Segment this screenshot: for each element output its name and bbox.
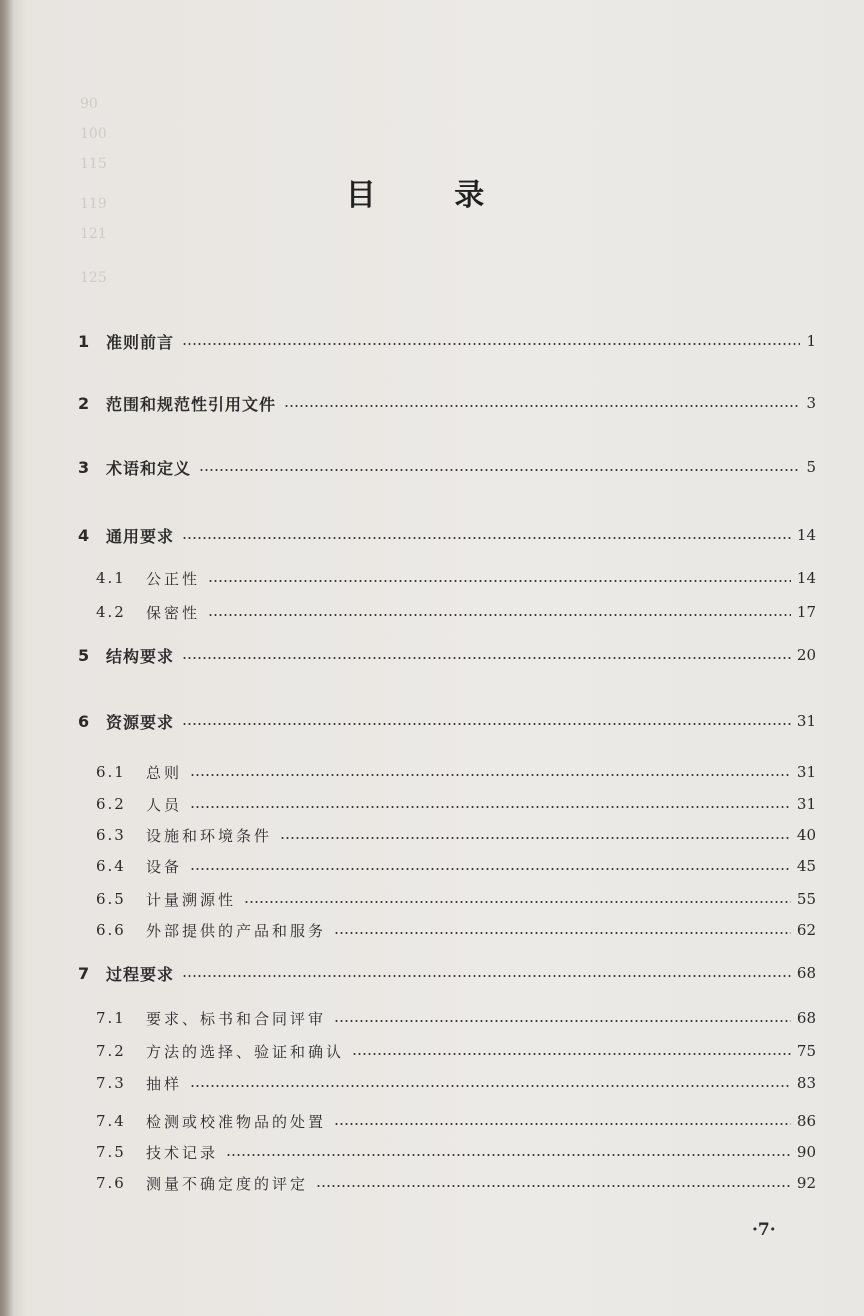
toc-entry-page: 86 (796, 1112, 816, 1130)
toc-section-row[interactable] (0, 1003, 864, 1033)
toc-entry-number: 6.1 (96, 763, 126, 781)
toc-entry-number: 7.3 (96, 1074, 126, 1092)
toc-section-row[interactable] (0, 1036, 864, 1066)
toc-leader-dots (244, 901, 791, 903)
toc-entry-number: 6.6 (96, 921, 126, 939)
toc-leader-dots (334, 932, 791, 934)
show-through-text: 119 (80, 196, 107, 212)
toc-entry-page: 45 (796, 857, 816, 875)
toc-entry-number: 7.2 (96, 1042, 126, 1060)
toc-entry-page: 92 (796, 1174, 816, 1192)
toc-entry-title: 外部提供的产品和服务 (146, 921, 327, 940)
toc-entry-title: 通用要求 (106, 526, 175, 546)
toc-entry-number: 5 (78, 645, 90, 665)
toc-leader-dots (182, 723, 791, 725)
toc-entry-page: 75 (796, 1042, 816, 1060)
toc-leader-dots (182, 537, 791, 539)
toc-entry-title: 方法的选择、验证和确认 (146, 1042, 345, 1061)
toc-chapter-row[interactable] (0, 640, 864, 670)
toc-leader-dots (182, 343, 800, 345)
toc-entry-page: 14 (796, 526, 816, 544)
toc-entry-page: 5 (806, 458, 816, 476)
toc-entry-number: 4 (78, 525, 90, 545)
toc-leader-dots (190, 868, 791, 870)
toc-chapter-row[interactable] (0, 958, 864, 988)
toc-section-row[interactable] (0, 820, 864, 850)
toc-leader-dots (284, 405, 800, 407)
toc-entry-title: 术语和定义 (106, 458, 192, 478)
toc-section-row[interactable] (0, 1137, 864, 1167)
toc-entry-title: 测量不确定度的评定 (146, 1174, 309, 1193)
toc-entry-title: 准则前言 (106, 332, 175, 352)
toc-section-row[interactable] (0, 1106, 864, 1136)
toc-entry-page: 31 (796, 712, 816, 730)
toc-entry-number: 7.6 (96, 1174, 126, 1192)
toc-entry-number: 6.4 (96, 857, 126, 875)
toc-leader-dots (280, 837, 791, 839)
toc-entry-number: 7.4 (96, 1112, 126, 1130)
toc-entry-title: 设施和环境条件 (146, 826, 273, 845)
toc-entry-number: 1 (78, 331, 90, 351)
toc-entry-number: 6 (78, 711, 90, 731)
toc-entry-page: 14 (796, 569, 816, 587)
toc-leader-dots (190, 1085, 791, 1087)
toc-section-row[interactable] (0, 915, 864, 945)
toc-entry-title: 计量溯源性 (146, 890, 237, 909)
toc-entry-title: 过程要求 (106, 964, 175, 984)
toc-entry-page: 83 (796, 1074, 816, 1092)
toc-chapter-row[interactable] (0, 388, 864, 418)
toc-entry-number: 6.5 (96, 890, 126, 908)
toc-entry-page: 90 (796, 1143, 816, 1161)
toc-entry-number: 3 (78, 457, 90, 477)
toc-section-row[interactable] (0, 1168, 864, 1198)
toc-entry-title: 人员 (146, 795, 183, 814)
toc-entry-page: 31 (796, 763, 816, 781)
toc-entry-title: 范围和规范性引用文件 (106, 394, 277, 414)
toc-section-row[interactable] (0, 597, 864, 627)
toc-entry-title: 检测或校准物品的处置 (146, 1112, 327, 1131)
show-through-text: 115 (80, 156, 107, 172)
toc-leader-dots (334, 1020, 791, 1022)
toc-entry-title: 公正性 (146, 569, 201, 588)
toc-entry-page: 55 (796, 890, 816, 908)
toc-entry-page: 31 (796, 795, 816, 813)
toc-entry-number: 7.5 (96, 1143, 126, 1161)
page-number: ·7· (752, 1220, 776, 1240)
toc-chapter-row[interactable] (0, 452, 864, 482)
toc-entry-page: 40 (796, 826, 816, 844)
toc-leader-dots (334, 1123, 791, 1125)
toc-entry-page: 17 (796, 603, 816, 621)
toc-leader-dots (226, 1154, 791, 1156)
toc-entry-title: 设备 (146, 857, 183, 876)
toc-entry-page: 20 (796, 646, 816, 664)
toc-leader-dots (190, 806, 791, 808)
show-through-text: 121 (80, 226, 107, 242)
toc-section-row[interactable] (0, 563, 864, 593)
toc-entry-title: 保密性 (146, 603, 201, 622)
toc-chapter-row[interactable] (0, 520, 864, 550)
toc-section-row[interactable] (0, 884, 864, 914)
toc-chapter-row[interactable] (0, 326, 864, 356)
toc-leader-dots (208, 580, 791, 582)
toc-section-row[interactable] (0, 1068, 864, 1098)
toc-entry-page: 68 (796, 1009, 816, 1027)
toc-leader-dots (352, 1053, 791, 1055)
toc-entry-number: 4.2 (96, 603, 126, 621)
toc-leader-dots (182, 975, 791, 977)
show-through-text: 100 (80, 126, 107, 142)
toc-entry-title: 技术记录 (146, 1143, 219, 1162)
toc-entry-number: 7 (78, 963, 90, 983)
toc-leader-dots (182, 657, 791, 659)
toc-entry-number: 7.1 (96, 1009, 126, 1027)
toc-leader-dots (316, 1185, 791, 1187)
toc-entry-number: 6.2 (96, 795, 126, 813)
toc-chapter-row[interactable] (0, 706, 864, 736)
toc-entry-page: 62 (796, 921, 816, 939)
toc-section-row[interactable] (0, 789, 864, 819)
toc-entry-title: 要求、标书和合同评审 (146, 1009, 327, 1028)
toc-entry-title: 总则 (146, 763, 183, 782)
toc-leader-dots (208, 614, 791, 616)
toc-entry-page: 3 (806, 394, 816, 412)
toc-leader-dots (199, 469, 800, 471)
toc-entry-page: 1 (806, 332, 816, 350)
page-title: 目 录 (345, 178, 519, 213)
toc-entry-number: 2 (78, 393, 90, 413)
toc-entry-number: 6.3 (96, 826, 126, 844)
toc-entry-title: 资源要求 (106, 712, 175, 732)
toc-leader-dots (190, 774, 791, 776)
toc-entry-page: 68 (796, 964, 816, 982)
toc-entry-number: 4.1 (96, 569, 126, 587)
toc-entry-title: 抽样 (146, 1074, 183, 1093)
show-through-text: 125 (80, 270, 107, 286)
show-through-text: 90 (80, 96, 98, 112)
toc-section-row[interactable] (0, 851, 864, 881)
toc-entry-title: 结构要求 (106, 646, 175, 666)
toc-section-row[interactable] (0, 757, 864, 787)
